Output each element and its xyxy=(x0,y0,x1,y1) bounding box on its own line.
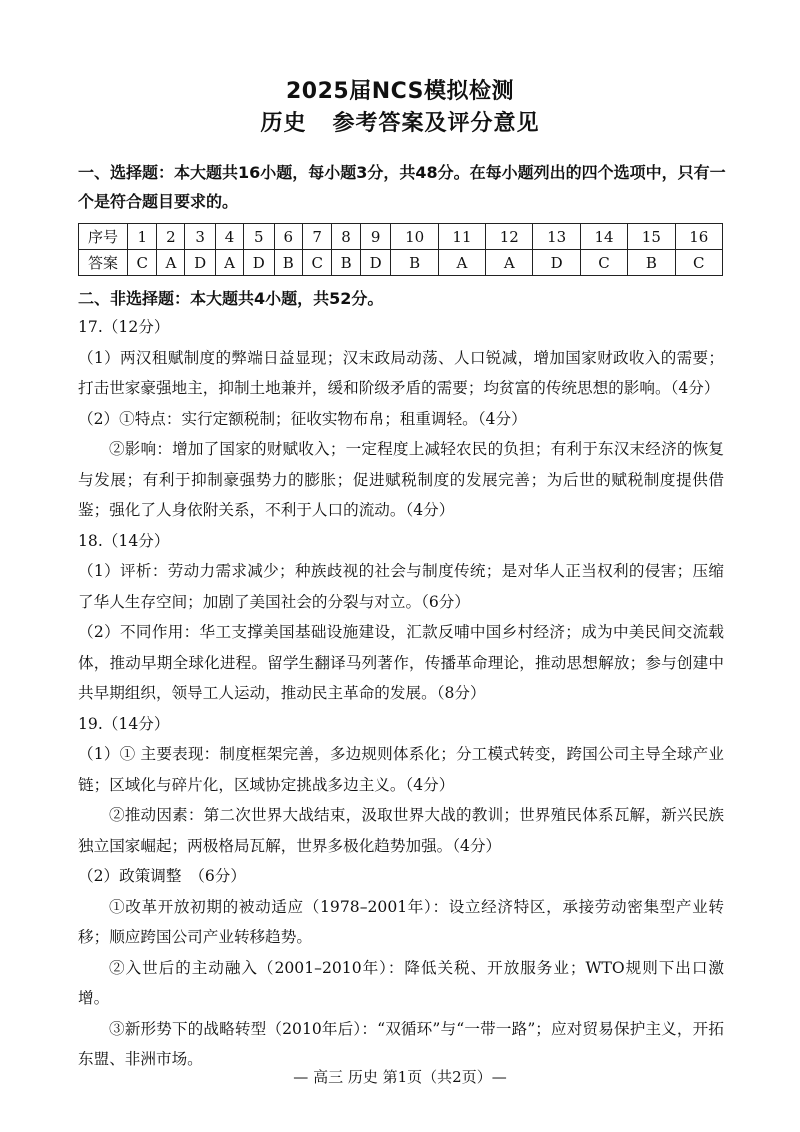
q19-part1-drivers: ②推动因素：第二次世界大战结束，汲取世界大战的教训；世界殖民体系瓦解，新兴民族独立国家崛起；两极格局瓦解，世界多极化趋势加强。（4分） xyxy=(78,806,724,855)
number-cell: 3 xyxy=(185,224,216,250)
q17-title: 17.（12分） xyxy=(78,318,170,336)
answer-cell: D xyxy=(360,250,391,276)
number-cell: 7 xyxy=(302,224,331,250)
document-subtitle xyxy=(0,106,800,137)
answer-cell: D xyxy=(243,250,274,276)
answer-header-cell: 答案 xyxy=(79,250,128,276)
answer-cell: C xyxy=(302,250,331,276)
q19-part2-stage1: ①改革开放初期的被动适应（1978–2001年）：设立经济特区，承接劳动密集型产业转移；顺应跨国公司产业转移趋势。 xyxy=(78,897,724,946)
number-cell: 5 xyxy=(243,224,274,250)
page-footer: — 高三 历史 第1页（共2页）— xyxy=(293,1068,507,1086)
answer-cell: A xyxy=(438,250,485,276)
number-cell: 10 xyxy=(391,224,438,250)
answer-cell: A xyxy=(157,250,185,276)
answer-cell: D xyxy=(185,250,216,276)
section2-heading: 二、非选择题：本大题共4小题，共52分。 xyxy=(78,289,384,308)
number-cell: 6 xyxy=(274,224,302,250)
answer-table-answer-row xyxy=(79,250,723,276)
q17-part2-features: （2）①特点：实行定额税制；征收实物布帛；租重调轻。（4分） xyxy=(78,409,527,428)
q19-part2-stage3: ③新形势下的战略转型（2010年后）：“双循环”与“一带一路”；应对贸易保护主义，开拓东盟、非洲市场。 xyxy=(78,1019,724,1068)
number-cell: 9 xyxy=(360,224,391,250)
q18-part1: （1）评析：劳动力需求减少；种族歧视的社会与制度传统；是对华人正当权利的侵害；压缩了华人生存空间；加剧了美国社会的分裂与对立。（6分） xyxy=(78,562,724,611)
number-cell: 14 xyxy=(580,224,627,250)
answer-cell: B xyxy=(391,250,438,276)
answer-key-label: 参考答案及评分意见 xyxy=(332,111,540,136)
q18-title: 18.（14分） xyxy=(78,531,170,550)
answer-cell: A xyxy=(216,250,244,276)
answer-cell: B xyxy=(274,250,302,276)
number-cell: 4 xyxy=(216,224,244,250)
answers-body xyxy=(78,312,724,1075)
answer-cell: C xyxy=(580,250,627,276)
number-cell: 13 xyxy=(533,224,580,250)
answer-table xyxy=(78,223,723,276)
section1-heading: 一、选择题：本大题共16小题，每小题3分，共48分。在每小题列出的四个选项中，只有一个是符合题目要求的。 xyxy=(78,163,726,211)
number-cell: 16 xyxy=(675,224,722,250)
number-cell: 8 xyxy=(332,224,360,250)
answer-cell: C xyxy=(128,250,157,276)
q18-part2: （2）不同作用：华工支撑美国基础设施建设，汇款反哺中国乡村经济；成为中美民间交流载体，推动早期全球化进程。留学生翻译马列著作，传播革命理论，推动思想解放；参与创建中共早期组织，领导工人运动，推动民主革命的发展。（8分） xyxy=(78,623,724,702)
answer-cell: B xyxy=(332,250,360,276)
number-cell: 11 xyxy=(438,224,485,250)
number-cell: 12 xyxy=(486,224,533,250)
number-cell: 2 xyxy=(157,224,185,250)
q17-part2-impact: ②影响：增加了国家的财赋收入；一定程度上减轻农民的负担；有利于东汉末经济的恢复与发展；有利于抑制豪强势力的膨胀；促进赋税制度的发展完善；为后世的赋税制度提供借鉴；强化了人身依附关系，不利于人口的流动。（4分） xyxy=(78,440,724,519)
number-cell: 15 xyxy=(628,224,675,250)
answer-table-number-row xyxy=(79,224,723,250)
answer-cell: C xyxy=(675,250,722,276)
answer-cell: D xyxy=(533,250,580,276)
q19-title: 19.（14分） xyxy=(78,714,170,733)
answer-cell: A xyxy=(486,250,533,276)
q19-part2-stage2: ②入世后的主动融入（2001–2010年）：降低关税、开放服务业；WTO规则下出口激增。 xyxy=(78,958,724,1007)
subject-label: 历史 xyxy=(260,111,307,136)
document-title: 2025届NCS模拟检测 xyxy=(285,79,515,104)
number-header-cell: 序号 xyxy=(79,224,128,250)
q19-part1-manifestation: （1）① 主要表现：制度框架完善，多边规则体系化；分工模式转变，跨国公司主导全球产业链；区域化与碎片化，区域协定挑战多边主义。（4分） xyxy=(78,745,724,794)
q19-part2-heading: （2）政策调整 （6分） xyxy=(78,867,246,885)
number-cell: 1 xyxy=(128,224,157,250)
answer-cell: B xyxy=(628,250,675,276)
q17-part1: （1）两汉租赋制度的弊端日益显现；汉末政局动荡、人口锐减，增加国家财政收入的需要；打击世家豪强地主，抑制土地兼并，缓和阶级矛盾的需要；均贫富的传统思想的影响。（4分） xyxy=(78,348,724,397)
